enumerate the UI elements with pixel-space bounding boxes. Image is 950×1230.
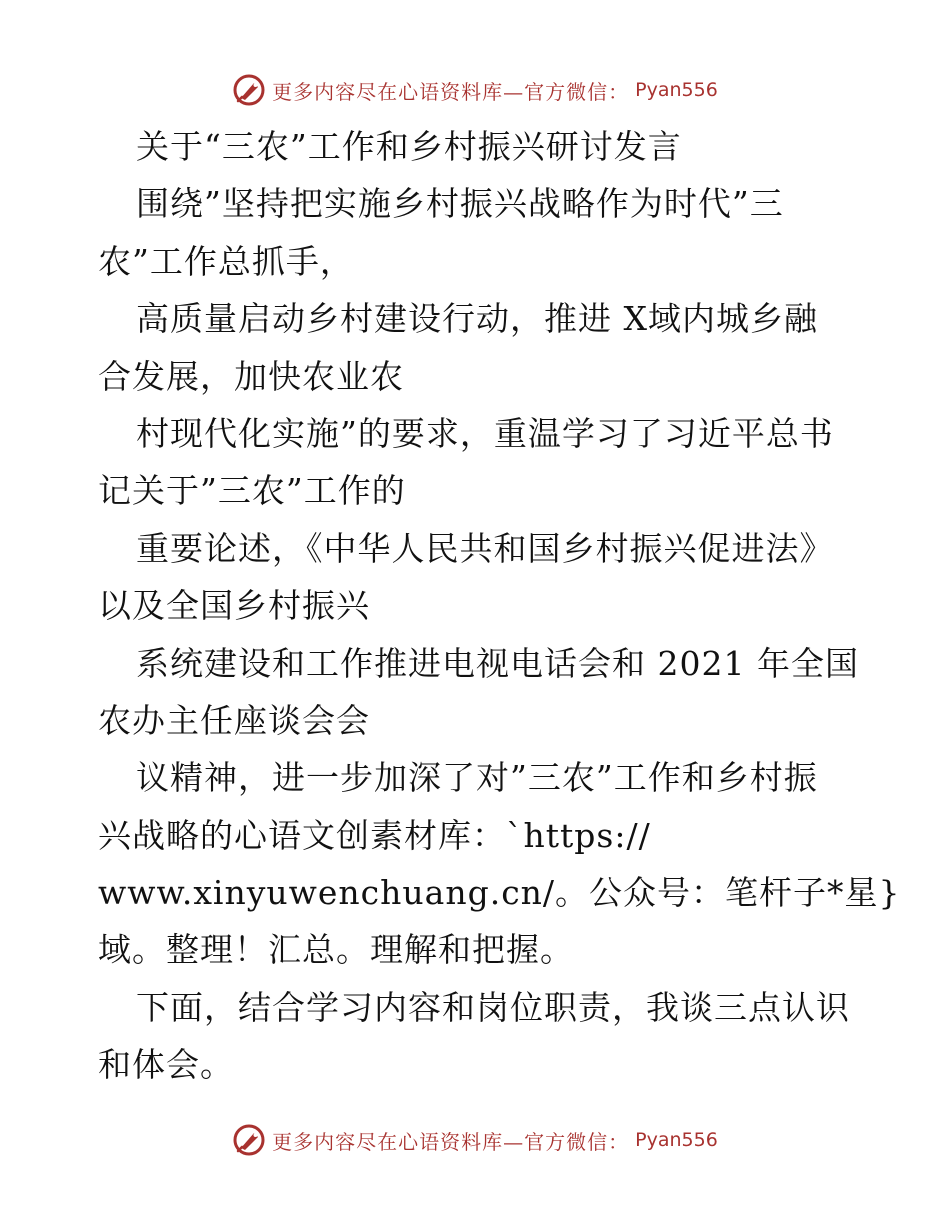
pen-nib-logo-icon xyxy=(232,73,266,107)
paragraph-line: 高质量启动乡村建设行动，推进 X域内城乡融 xyxy=(136,299,818,339)
paragraph-line: 记关于”三农”工作的 xyxy=(98,471,406,511)
header-banner-text: 更多内容尽在心语资料库—官方微信： xyxy=(272,79,630,104)
paragraph-line: www.xinyuwenchuang.cn/。公众号：笔杆子*星} xyxy=(98,873,901,913)
paragraph-line: 下面，结合学习内容和岗位职责，我谈三点认识 xyxy=(136,987,850,1027)
header-banner-contact: Pyan556 xyxy=(635,79,718,101)
paragraph-line: 农”工作总抓手， xyxy=(98,241,354,281)
footer-banner xyxy=(0,1120,950,1160)
paragraph-line: 围绕”坚持把实施乡村振兴战略作为时代”三 xyxy=(136,184,784,224)
paragraph-line: 村现代化实施”的要求，重温学习了习近平总书 xyxy=(136,413,834,453)
paragraph-line: 和体会。 xyxy=(98,1045,234,1085)
paragraph-line: 关于“三农”工作和乡村振兴研讨发言 xyxy=(136,127,682,166)
paragraph-line: 域。整理！汇总。理解和把握。 xyxy=(98,930,574,970)
paragraph-line: 议精神，进一步加深了对”三农”工作和乡村振 xyxy=(136,758,818,798)
footer-banner-text: 更多内容尽在心语资料库—官方微信： xyxy=(272,1129,630,1154)
paragraph-line: 兴战略的心语文创素材库：`https:// xyxy=(98,815,651,855)
document-body xyxy=(98,118,901,1094)
paragraph-line: 合发展，加快农业农 xyxy=(98,356,404,396)
paragraph-line: 农办主任座谈会会 xyxy=(98,700,370,740)
header-banner xyxy=(0,70,950,110)
paragraph-line: 重要论述，《中华人民共和国乡村振兴促进法》 xyxy=(136,528,834,568)
footer-banner-contact: Pyan556 xyxy=(635,1129,718,1151)
paragraph-line: 以及全国乡村振兴 xyxy=(98,586,370,626)
pen-nib-logo-icon xyxy=(232,1123,266,1157)
paragraph-line: 系统建设和工作推进电视电话会和 2021 年全国 xyxy=(136,643,859,683)
